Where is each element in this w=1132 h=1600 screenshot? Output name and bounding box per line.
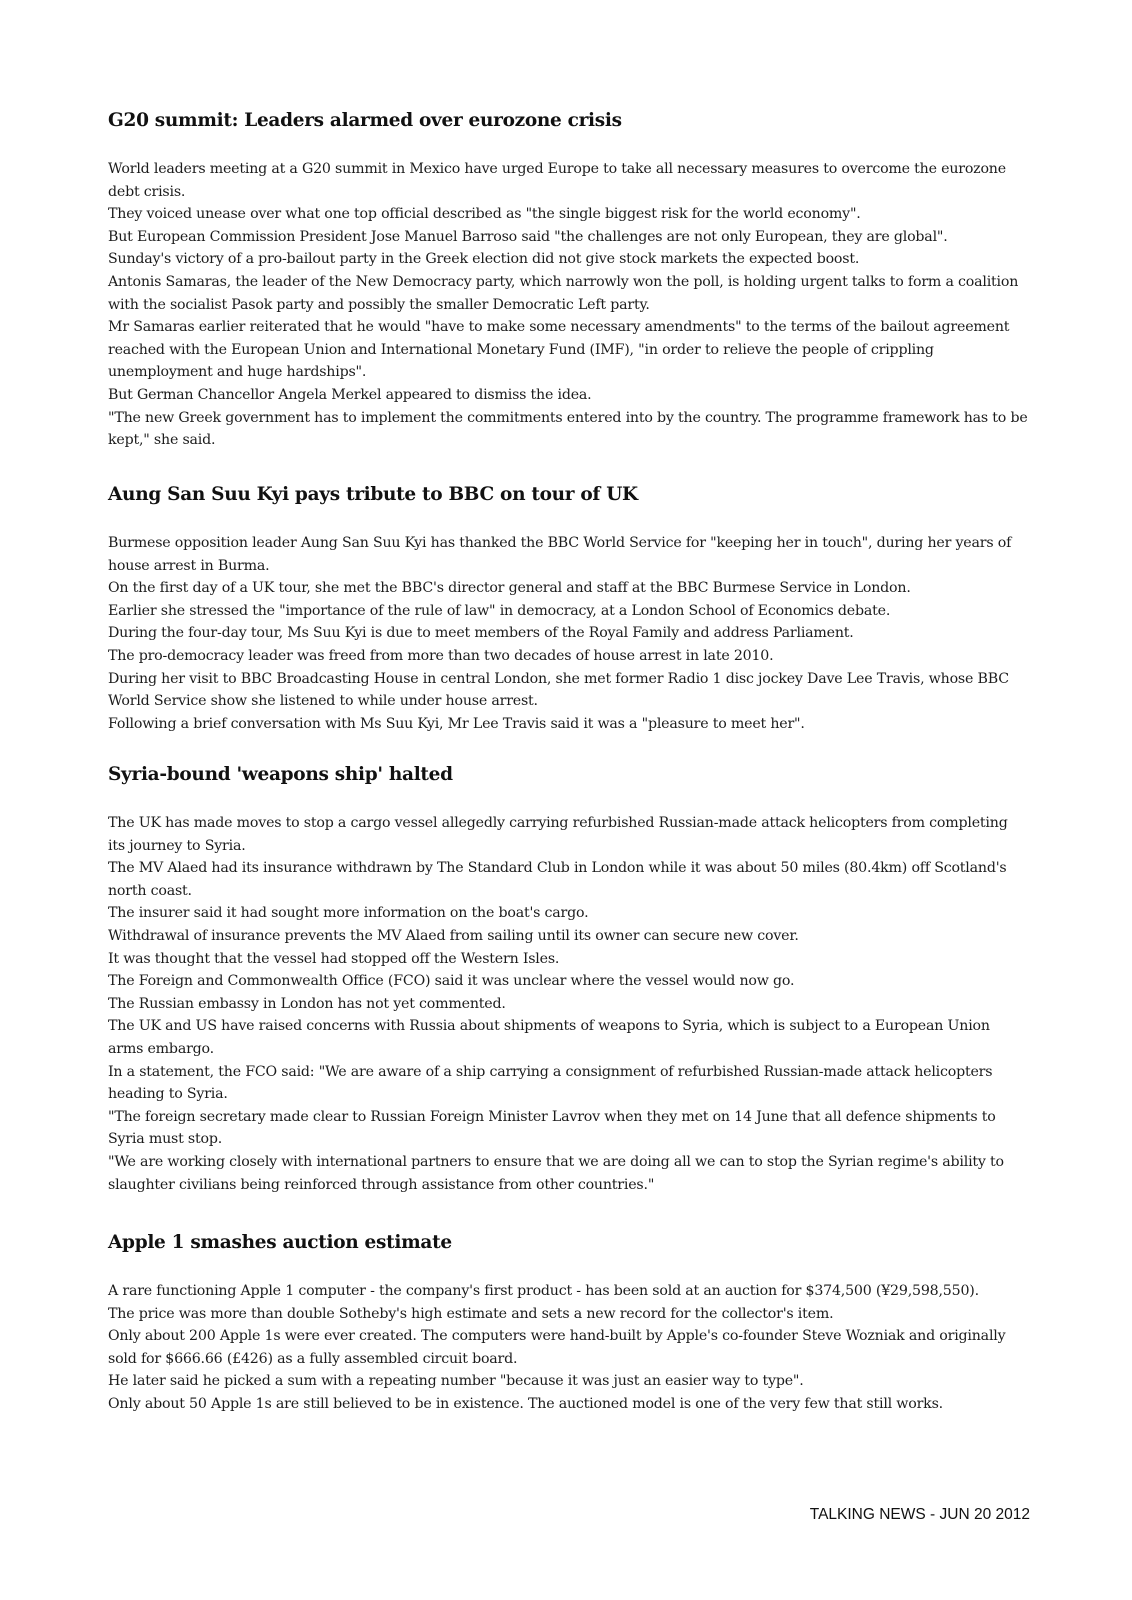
article-paragraph: He later said he picked a sum with a repeating number "because it was just an easier way to type".	[108, 1373, 804, 1390]
article	[108, 483, 1028, 735]
article-paragraph: During her visit to BBC Broadcasting House in central London, she met former Radio 1 disc jockey Dave Lee Travis, whose BBC World Service show she listened to while under house arrest.	[108, 670, 1009, 710]
article-paragraph: On the first day of a UK tour, she met the BBC's director general and staff at the BBC Burmese Service in London.	[108, 580, 911, 597]
article	[108, 763, 1028, 1196]
article-paragraph: The UK has made moves to stop a cargo vessel allegedly carrying refurbished Russian-made attack helicopters from completing its journey to Syria.	[108, 815, 1008, 854]
article-paragraph: "The foreign secretary made clear to Russian Foreign Minister Lavrov when they met on 14 June that all defence shipments to Syria must stop.	[108, 1108, 996, 1148]
article-paragraph: Earlier she stressed the "importance of the rule of law" in democracy, at a London School of Economics debate.	[108, 602, 891, 619]
article-paragraph: "We are working closely with international partners to ensure that we are doing all we can to stop the Syrian regime's ability to slaughter civilians being reinforced through assistance from other countries."	[108, 1153, 1004, 1193]
article-paragraph: Antonis Samaras, the leader of the New Democracy party, which narrowly won the poll, is holding urgent talks to form a coalition with the socialist Pasok party and possibly the smaller Democratic Left party.	[108, 273, 1019, 313]
page-footer: TALKING NEWS - JUN 20 2012	[809, 1506, 1030, 1523]
article-paragraph: Sunday's victory of a pro-bailout party in the Greek election did not give stock markets the expected boost.	[108, 251, 860, 268]
article-paragraph: Only about 50 Apple 1s are still believed to be in existence. The auctioned model is one of the very few that still works.	[108, 1395, 943, 1412]
article-paragraph: The MV Alaed had its insurance withdrawn by The Standard Club in London while it was about 50 miles (80.4km) off Scotland's north coast.	[108, 860, 1007, 899]
article-paragraph: The insurer said it had sought more information on the boat's cargo.	[108, 905, 589, 922]
article-paragraph: They voiced unease over what one top official described as "the single biggest risk for the world economy".	[108, 206, 861, 223]
article-body	[108, 158, 1028, 452]
article-paragraph: Mr Samaras earlier reiterated that he would "have to make some necessary amendments" to the terms of the bailout agreement reached with the European Union and International Monetary Fund (IMF), "in order to relieve the people of crippling unemployment and huge hardships".	[108, 319, 1010, 381]
article	[108, 109, 1028, 452]
article-paragraph: The UK and US have raised concerns with Russia about shipments of weapons to Syria, which is subject to a European Union arms embargo.	[108, 1018, 990, 1057]
article-paragraph: The price was more than double Sotheby's high estimate and sets a new record for the collector's item.	[108, 1305, 834, 1322]
article-paragraph: But European Commission President Jose Manuel Barroso said "the challenges are not only European, they are global".	[108, 228, 948, 245]
article-paragraph: "The new Greek government has to implement the commitments entered into by the country. The programme framework has to be kept," she said.	[108, 409, 1028, 449]
article-title: Syria-bound 'weapons ship' halted	[108, 764, 453, 785]
article-paragraph: During the four-day tour, Ms Suu Kyi is due to meet members of the Royal Family and address Parliament.	[108, 625, 854, 642]
article-title: Aung San Suu Kyi pays tribute to BBC on tour of UK	[108, 484, 638, 505]
article-paragraph: A rare functioning Apple 1 computer - the company's first product - has been sold at an auction for $374,500 (¥29,598,550).	[108, 1283, 979, 1299]
article-paragraph: Following a brief conversation with Ms Suu Kyi, Mr Lee Travis said it was a "pleasure to meet her".	[108, 715, 805, 732]
article-paragraph: World leaders meeting at a G20 summit in Mexico have urged Europe to take all necessary measures to overcome the eurozone debt crisis.	[108, 161, 1006, 200]
article-paragraph: Burmese opposition leader Aung San Suu Kyi has thanked the BBC World Service for "keeping her in touch", during her years of house arrest in Burma.	[108, 535, 1012, 574]
article-paragraph: In a statement, the FCO said: "We are aware of a ship carrying a consignment of refurbished Russian-made attack helicopters heading to Syria.	[108, 1063, 993, 1103]
article-title: G20 summit: Leaders alarmed over eurozone crisis	[108, 110, 622, 131]
article-paragraph: It was thought that the vessel had stopped off the Western Isles.	[108, 950, 560, 967]
article-title: Apple 1 smashes auction estimate	[108, 1232, 452, 1253]
article	[108, 1231, 1028, 1416]
article-paragraph: But German Chancellor Angela Merkel appeared to dismiss the idea.	[108, 386, 592, 403]
article-paragraph: The pro-democracy leader was freed from more than two decades of house arrest in late 2010.	[108, 647, 774, 664]
article-paragraph: Only about 200 Apple 1s were ever created. The computers were hand-built by Apple's co-founder Steve Wozniak and originally sold for $666.66 (£426) as a fully assembled circuit board.	[108, 1328, 1006, 1367]
article-paragraph: The Foreign and Commonwealth Office (FCO) said it was unclear where the vessel would now go.	[108, 973, 795, 990]
article-body	[108, 812, 1028, 1196]
article-paragraph: The Russian embassy in London has not yet commented.	[108, 995, 506, 1012]
article-paragraph: Withdrawal of insurance prevents the MV Alaed from sailing until its owner can secure new cover.	[108, 927, 799, 944]
article-body	[108, 532, 1028, 735]
article-body	[108, 1280, 1028, 1416]
